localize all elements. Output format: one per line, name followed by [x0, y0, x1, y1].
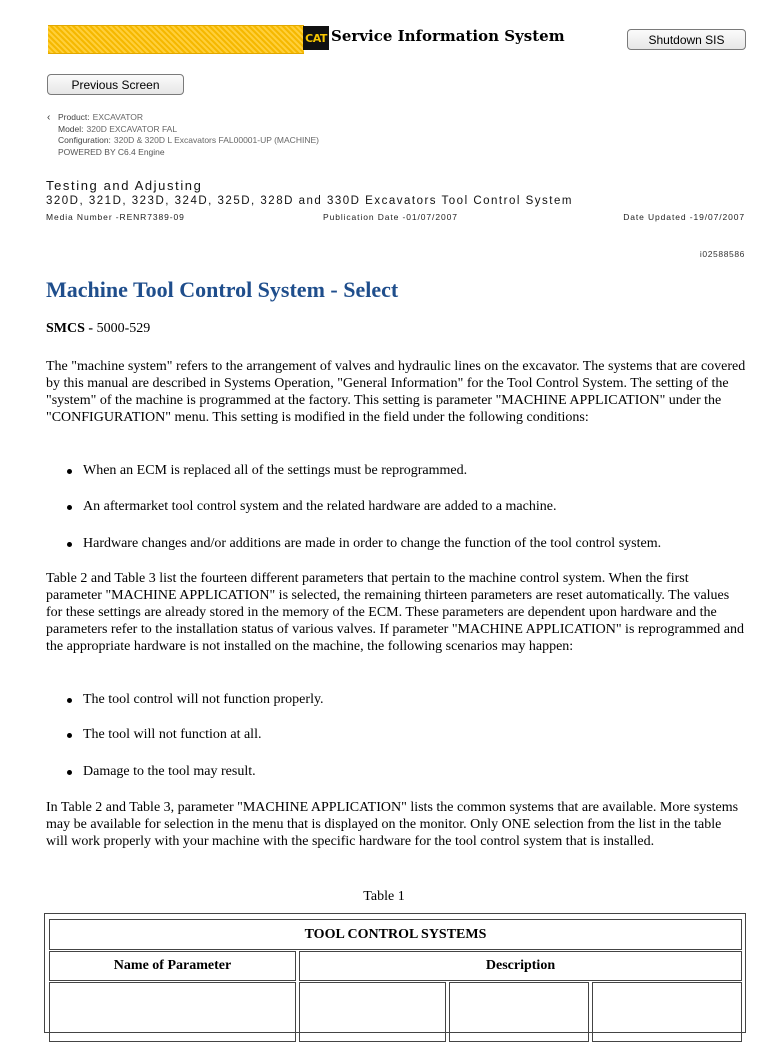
smcs-value: 5000-529 — [96, 321, 151, 336]
product-value: EXCAVATOR — [92, 112, 144, 122]
column-header-name: Name of Parameter — [49, 951, 296, 981]
table-title: TOOL CONTROL SYSTEMS — [49, 919, 742, 950]
cat-logo: CAT — [303, 26, 329, 50]
selection-paragraph: In Table 2 and Table 3, parameter "MACHINE APPLICATION" lists the common systems that are available. More systems may be available for selection in the menu that is displayed on the monitor. Only ONE selection from the list in the table will work properly with your machine with the specific hardware for the tool control system that is installed. — [46, 800, 739, 849]
publication-date: Publication Date -01/07/2007 — [323, 212, 458, 222]
list-item: Hardware changes and/or additions are made in order to change the function of the tool control system. — [67, 535, 747, 552]
document-type: Testing and Adjusting — [46, 178, 203, 193]
list-item: An aftermarket tool control system and the related hardware are added to a machine. — [67, 498, 747, 515]
list-item: The tool control will not function properly. — [67, 691, 747, 708]
powered-by: POWERED BY C6.4 Engine — [58, 146, 165, 157]
table-cell — [299, 982, 446, 1042]
chevron-left-icon[interactable]: ‹ — [47, 112, 51, 123]
list-item: The tool will not function at all. — [67, 726, 747, 743]
product-row — [47, 112, 319, 124]
list-item: Damage to the tool may result. — [67, 763, 747, 780]
shutdown-sis-button[interactable]: Shutdown SIS — [627, 29, 746, 50]
previous-screen-button[interactable]: Previous Screen — [47, 74, 184, 95]
app-title: Service Information System — [331, 27, 565, 45]
document-id: i02588586 — [699, 249, 745, 259]
model-value: 320D EXCAVATOR FAL — [86, 123, 178, 134]
document-subtitle: 320D, 321D, 323D, 324D, 325D, 328D and 330D Excavators Tool Control System — [46, 195, 573, 207]
table-cell — [449, 982, 589, 1042]
smcs-code — [46, 321, 150, 337]
model-row — [47, 124, 319, 136]
tool-control-table — [44, 913, 746, 1033]
parameters-paragraph: Table 2 and Table 3 list the fourteen different parameters that pertain to the machine control system. When the first parameter "MACHINE APPLICATION" is selected, the remaining thirteen parameters are reset automatically. The values for these settings are already stored in the memory of the ECM. These parameters are dependent upon hardware and the parameters refer to the installation status of various valves. If parameter "MACHINE APPLICATION" is reprogrammed and the appropriate hardware is not installed on the machine, the following scenarios may happen: — [46, 571, 745, 654]
table-caption: Table 1 — [363, 889, 405, 904]
table-cell — [49, 982, 296, 1042]
header-banner — [48, 25, 304, 54]
configuration-value: 320D & 320D L Excavators FAL00001-UP (MACHINE) — [113, 135, 319, 145]
table-cell — [592, 982, 742, 1042]
configuration-label: Configuration: — [58, 135, 111, 145]
list-item: When an ECM is replaced all of the settings must be reprogrammed. — [67, 462, 747, 479]
media-number: Media Number -RENR7389-09 — [46, 212, 185, 222]
configuration-row — [47, 135, 319, 147]
product-label: Product: — [58, 112, 90, 122]
column-header-description: Description — [299, 951, 742, 981]
model-label: Model: — [58, 123, 84, 134]
smcs-label: SMCS - — [46, 321, 94, 336]
product-info — [47, 112, 319, 158]
date-updated: Date Updated -19/07/2007 — [623, 212, 745, 222]
intro-paragraph: The "machine system" refers to the arrangement of valves and hydraulic lines on the excavator. The systems that are covered by this manual are described in Systems Operation, "General Information" for the Tool Control System. The setting of the "system" of the machine is programmed at the factory. This setting is parameter "MACHINE APPLICATION" under the "CONFIGURATION" menu. This setting is modified in the field under the following conditions: — [46, 359, 746, 425]
page-title: Machine Tool Control System - Select — [46, 277, 399, 302]
